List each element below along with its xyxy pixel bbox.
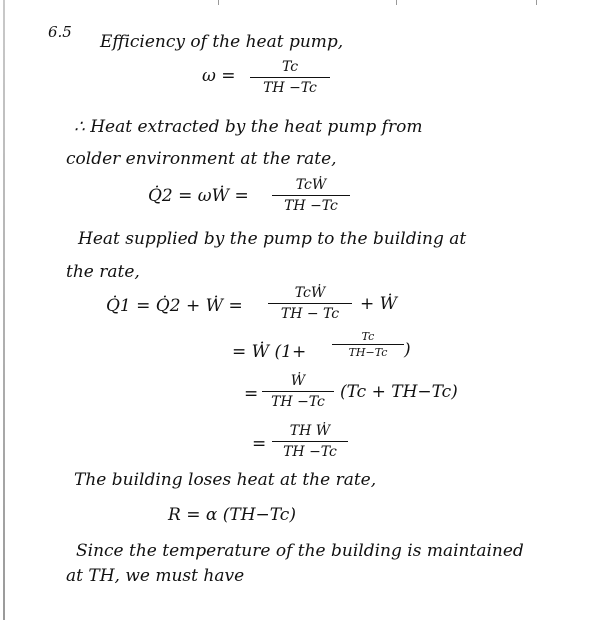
fraction-numerator: TH Ẇ xyxy=(289,423,331,439)
q1-lhs: Q̇1 = Q̇2 + Ẇ = xyxy=(106,296,243,316)
text-line: Heat supplied by the pump to the building at xyxy=(78,229,467,249)
fraction-numerator: TcẆ xyxy=(294,285,326,301)
fraction-numerator: Tc xyxy=(361,330,375,343)
step4-lhs: = xyxy=(252,434,267,454)
fraction-numerator: Ẇ xyxy=(290,373,306,389)
fraction-denominator: TH −Tc xyxy=(263,80,317,96)
fraction-denominator: TH−Tc xyxy=(348,346,388,359)
q2-fraction xyxy=(272,176,350,215)
heading-line: Efficiency of the heat pump, xyxy=(100,32,344,52)
step2-fraction xyxy=(332,330,404,359)
section-number: 6.5 xyxy=(48,23,72,41)
step4-fraction xyxy=(272,422,348,461)
fraction-bar xyxy=(268,303,352,304)
q1-fraction xyxy=(268,284,352,323)
fraction-denominator: TH − Tc xyxy=(280,306,340,322)
r-equation: R = α (TH−Tc) xyxy=(168,505,296,525)
text-line: ∴ Heat extracted by the heat pump from xyxy=(74,117,423,137)
step3-tail: (Tc + TH−Tc) xyxy=(340,382,458,402)
fraction-bar xyxy=(272,195,350,196)
fraction-numerator: TcẆ xyxy=(295,177,327,193)
omega-lhs: ω = xyxy=(202,66,236,86)
page-edge-tick xyxy=(218,0,219,5)
text-line: the rate, xyxy=(66,262,140,282)
fraction-numerator: Tc xyxy=(281,59,299,75)
fraction-bar xyxy=(272,441,348,442)
step3-lhs: = xyxy=(244,384,259,404)
page-edge-tick xyxy=(536,0,537,5)
step2-lhs: = Ẇ (1+ xyxy=(232,342,307,362)
q2-lhs: Q̇2 = ωẆ = xyxy=(148,186,249,206)
fraction-denominator: TH −Tc xyxy=(284,198,338,214)
page-margin-rule xyxy=(3,0,5,620)
step2-tail: ) xyxy=(404,340,411,360)
fraction-denominator: TH −Tc xyxy=(271,394,325,410)
text-line: at TH, we must have xyxy=(66,566,245,586)
text-line: The building loses heat at the rate, xyxy=(74,470,377,490)
step3-fraction xyxy=(262,372,334,411)
page-edge-tick xyxy=(396,0,397,5)
q1-tail: + Ẇ xyxy=(360,294,398,314)
text-line: colder environment at the rate, xyxy=(66,149,337,169)
fraction-bar xyxy=(262,391,334,392)
fraction-bar xyxy=(250,77,330,78)
fraction-denominator: TH −Tc xyxy=(283,444,337,460)
fraction-bar xyxy=(332,344,404,345)
omega-fraction xyxy=(250,58,330,97)
text-line: Since the temperature of the building is maintained xyxy=(76,541,524,561)
